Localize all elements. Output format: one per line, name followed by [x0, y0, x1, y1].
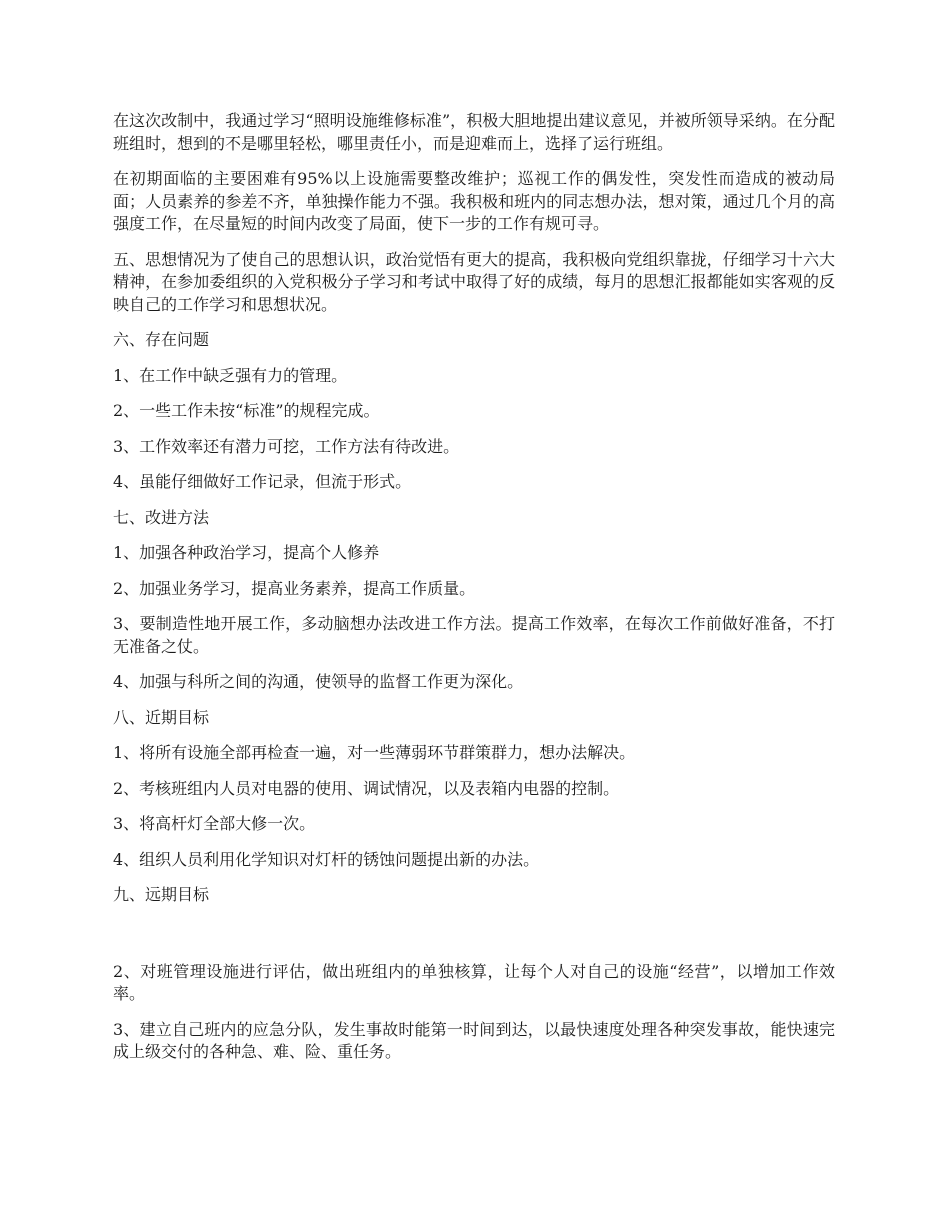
list-item: 4、虽能仔细做好工作记录，但流于形式。	[113, 472, 412, 491]
paragraph-thinking: 五、思想情况为了使自己的思想认识，政治觉悟有更大的提高，我积极向党组织靠拢，仔细学习十六大精神，在参加委组织的入党积极分子学习和考试中取得了好的成绩，每月的思想汇报都能如实客观的反映自己的工作学习和思想状况。	[113, 249, 835, 314]
section-heading-improvements: 七、改进方法	[113, 507, 210, 527]
section-heading-long-term-goals: 九、远期目标	[113, 885, 210, 904]
list-item: 3、将高杆灯全部大修一次。	[113, 814, 316, 833]
section-heading-problems: 六、存在问题	[113, 330, 210, 349]
list-item: 1、在工作中缺乏强有力的管理。	[113, 365, 348, 385]
section-heading-short-term-goals: 八、近期目标	[113, 707, 210, 727]
list-item: 1、加强各种政治学习，提高个人修养	[113, 543, 380, 562]
list-item: 2、一些工作未按“标准”的规程完成。	[113, 401, 380, 420]
list-item: 3、要制造性地开展工作，多动脑想办法改进工作方法。提高工作效率，在每次工作前做好准备，不打无准备之仗。	[113, 614, 835, 656]
list-item: 4、组织人员利用化学知识对灯杆的锈蚀问题提出新的办法。	[113, 849, 540, 869]
list-item: 2、对班管理设施进行评估，做出班组内的单独核算，让每个人对自己的设施“经营”，以增加工作效率。	[113, 961, 835, 1003]
list-item: 3、工作效率还有潜力可挖，工作方法有待改进。	[113, 436, 460, 456]
paragraph-initial-difficulties: 在初期面临的主要困难有95%以上设施需要整改维护；巡视工作的偶发性，突发性而造成的被动局面；人员素养的参差不齐，单独操作能力不强。我积极和班内的同志想办法，想对策，通过几个月的高强度工作，在尽量短的时间内改变了局面，使下一步的工作有规可寻。	[113, 169, 835, 233]
document-body	[113, 110, 835, 1077]
list-item: 1、将所有设施全部再检查一遍，对一些薄弱环节群策群力，想办法解决。	[113, 743, 636, 762]
list-item: 3、建立自己班内的应急分队，发生事故时能第一时间到达，以最快速度处理各种突发事故，能快速完成上级交付的各种急、难、险、重任务。	[113, 1019, 835, 1061]
paragraph-reform: 在这次改制中，我通过学习“照明设施维修标准”，积极大胆地提出建议意见，并被所领导采纳。在分配班组时，想到的不是哪里轻松，哪里责任小，而是迎难而上，选择了运行班组。	[113, 111, 835, 153]
list-item: 4、加强与科所之间的沟通，使领导的监督工作更为深化。	[113, 672, 524, 691]
list-item: 2、考核班组内人员对电器的使用、调试情况，以及表箱内电器的控制。	[113, 778, 620, 798]
list-item: 2、加强业务学习，提高业务素养，提高工作质量。	[113, 578, 476, 598]
